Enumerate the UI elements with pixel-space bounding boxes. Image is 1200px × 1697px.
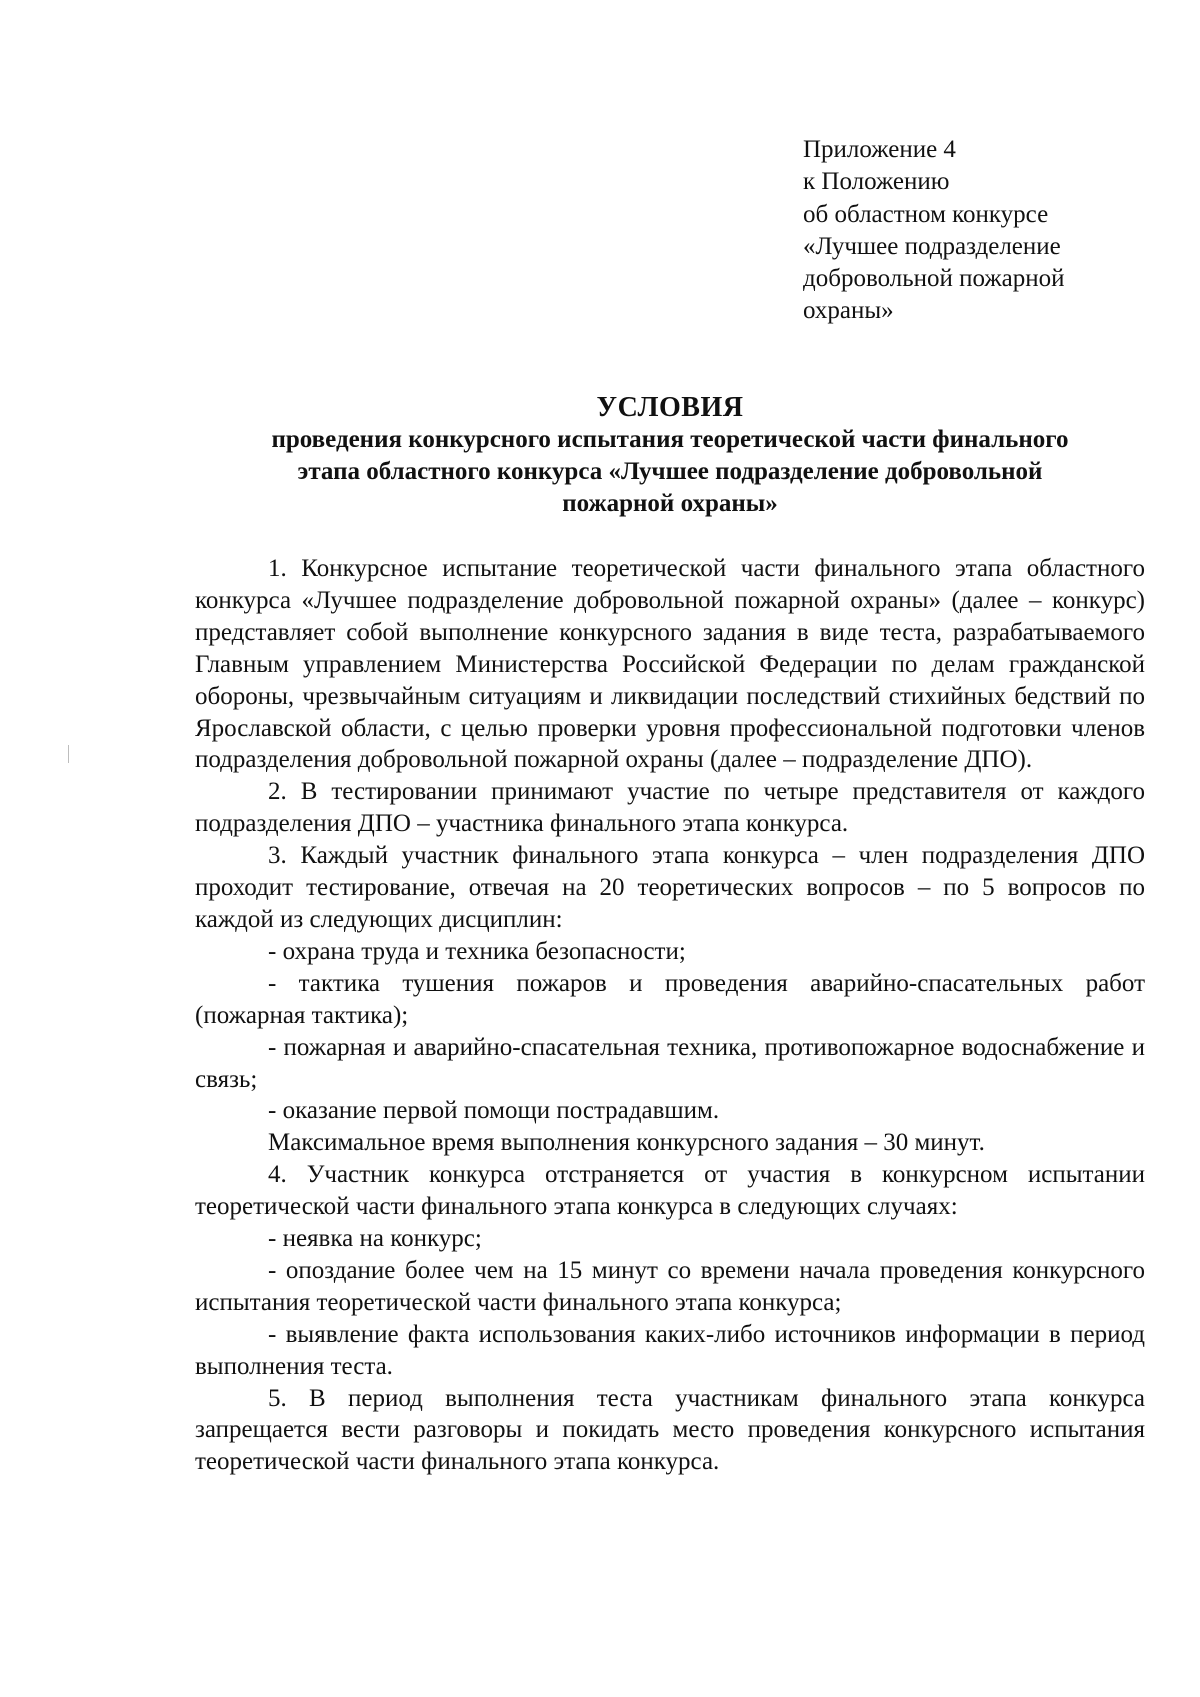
annex-line: Приложение 4 — [803, 136, 956, 163]
document-subtitle-line: проведения конкурсного испытания теоретической части финального — [271, 426, 1069, 453]
document-body — [195, 553, 1145, 1478]
paragraph-4: 4. Участник конкурса отстраняется от участия в конкурсном испытании теоретической части финального этапа конкурса в следующих случаях: — [195, 1161, 1145, 1221]
annex-line: к Положению — [803, 168, 950, 196]
max-time-line: Максимальное время выполнения конкурсного задания – 30 минут. — [268, 1129, 985, 1157]
annex-line: «Лучшее подразделение — [803, 232, 1061, 260]
exclusion-item: - опоздание более чем на 15 минут со времени начала проведения конкурсного испытания теоретической части финального этапа конкурса; — [195, 1256, 1145, 1316]
document-subtitle-line: этапа областного конкурса «Лучшее подразделение добровольной — [297, 458, 1043, 485]
document-title: УСЛОВИЯ — [596, 392, 744, 423]
annex-reference — [803, 134, 1065, 328]
annex-line: добровольной пожарной — [803, 265, 1065, 293]
exclusion-item: - неявка на конкурс; — [268, 1225, 482, 1253]
exclusion-item: - выявление факта использования каких-либо источников информации в период выполнения теста. — [195, 1320, 1145, 1380]
paragraph-5: 5. В период выполнения теста участникам финального этапа конкурса запрещается вести разговоры и покидать место проведения конкурсного испытания теоретической части финального этапа конкурса. — [195, 1384, 1145, 1476]
discipline-item: - оказание первой помощи пострадавшим. — [268, 1097, 720, 1125]
paragraph-2: 2. В тестировании принимают участие по четыре представителя от каждого подразделения ДПО – участника финального этапа конкурса. — [195, 778, 1145, 838]
scan-mark — [68, 745, 69, 763]
discipline-item: - тактика тушения пожаров и проведения аварийно-спасательных работ (пожарная тактика); — [195, 969, 1145, 1029]
discipline-item: - охрана труда и техника безопасности; — [268, 937, 686, 965]
document-heading — [195, 392, 1145, 520]
discipline-item: - пожарная и аварийно-спасательная техника, противопожарное водоснабжение и связь; — [195, 1033, 1145, 1093]
document-subtitle-line: пожарной охраны» — [562, 490, 778, 517]
annex-line: охраны» — [803, 297, 894, 325]
paragraph-1: 1. Конкурсное испытание теоретической части финального этапа областного конкурса «Лучшее подразделение добровольной пожарной охраны» (далее – конкурс) представляет собой выполнение конкурсного задания в виде теста, разрабатываемого Главным управлением Министерства Российской Федерации по делам гражданской обороны, чрезвычайным ситуациям и ликвидации последствий стихийных бедствий по Ярославской области, с целью проверки уровня профессиональной подготовки членов подразделения добровольной пожарной охраны (далее – подразделение ДПО). — [195, 555, 1145, 774]
annex-line: об областном конкурсе — [803, 200, 1049, 228]
paragraph-3: 3. Каждый участник финального этапа конкурса – член подразделения ДПО проходит тестирование, отвечая на 20 теоретических вопросов – по 5 вопросов по каждой из следующих дисциплин: — [195, 842, 1145, 933]
